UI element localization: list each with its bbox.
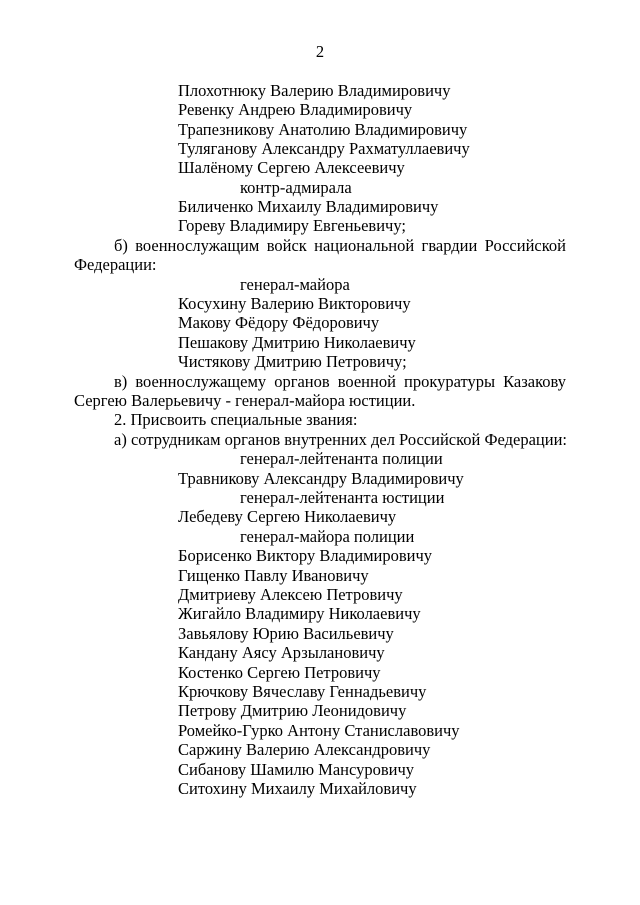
- name-line: Плохотнюку Валерию Владимировичу: [178, 81, 451, 100]
- name-line: Жигайло Владимиру Николаевичу: [178, 604, 421, 623]
- name-line: Кандану Аясу Арзылановичу: [178, 643, 385, 662]
- rank-heading: генерал-лейтенанта полиции: [240, 449, 443, 468]
- name-line: Завьялову Юрию Васильевичу: [178, 624, 394, 643]
- clause-text: Федерации:: [74, 255, 157, 274]
- name-line: Петрову Дмитрию Леонидовичу: [178, 701, 407, 720]
- name-line: Макову Фёдору Фёдоровичу: [178, 313, 380, 332]
- name-line: Костенко Сергею Петровичу: [178, 663, 381, 682]
- rank-heading: контр-адмирала: [240, 178, 352, 197]
- name-line: Сибанову Шамилю Мансуровичу: [178, 760, 415, 779]
- name-line: Крючкову Вячеславу Геннадьевичу: [178, 682, 427, 701]
- name-line: Ревенку Андрею Владимировичу: [178, 100, 413, 119]
- name-line: Саржину Валерию Александровичу: [178, 740, 431, 759]
- name-line: Дмитриеву Алексею Петровичу: [178, 585, 403, 604]
- name-line: Травникову Александру Владимировичу: [178, 469, 464, 488]
- clause-text: а) сотрудникам органов внутренних дел Российской Федерации:: [114, 430, 568, 449]
- rank-heading: генерал-лейтенанта юстиции: [240, 488, 445, 507]
- name-line: Туляганову Александру Рахматуллаевичу: [178, 139, 470, 158]
- name-line: Биличенко Михаилу Владимировичу: [178, 197, 439, 216]
- name-line: Лебедеву Сергею Николаевичу: [178, 507, 397, 526]
- clause-text: Сергею Валерьевичу - генерал-майора юстиции.: [74, 391, 416, 410]
- name-line: Чистякову Дмитрию Петровичу;: [178, 352, 407, 371]
- name-line: Пешакову Дмитрию Николаевичу: [178, 333, 416, 352]
- clause-text: в) военнослужащему органов военной прокуратуры Казакову: [114, 372, 566, 391]
- rank-heading: генерал-майора: [240, 275, 350, 294]
- name-line: Трапезникову Анатолию Владимировичу: [178, 120, 468, 139]
- name-line: Ромейко-Гурко Антону Станиславовичу: [178, 721, 460, 740]
- page-number: 2: [315, 42, 325, 61]
- name-line: Гореву Владимиру Евгеньевичу;: [178, 216, 406, 235]
- name-line: Шалёному Сергею Алексеевичу: [178, 158, 405, 177]
- section-heading: 2. Присвоить специальные звания:: [114, 410, 358, 429]
- rank-heading: генерал-майора полиции: [240, 527, 415, 546]
- name-line: Ситохину Михаилу Михайловичу: [178, 779, 417, 798]
- clause-text: б) военнослужащим войск национальной гвардии Российской: [114, 236, 566, 255]
- name-line: Гищенко Павлу Ивановичу: [178, 566, 369, 585]
- name-line: Косухину Валерию Викторовичу: [178, 294, 411, 313]
- name-line: Борисенко Виктору Владимировичу: [178, 546, 433, 565]
